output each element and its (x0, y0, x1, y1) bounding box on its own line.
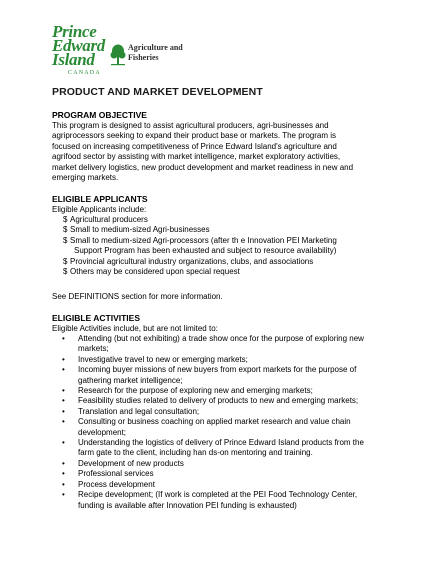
objective-line: agrifood sector by assisting with market intelligence, market exploratory activities, (52, 152, 341, 162)
objective-paragraph (52, 121, 392, 183)
pei-logo (52, 24, 127, 79)
activities-heading: ELIGIBLE ACTIVITIES (52, 313, 140, 323)
activity-item-text: Attending (but not exhibiting) a trade show once for the purpose of exploring new (78, 334, 364, 343)
applicant-item-text: Small to medium-sized Agri-businesses (70, 225, 210, 235)
applicant-item (63, 267, 337, 277)
activities-intro: Eligible Activities include, but are not limited to: (52, 324, 218, 333)
bullet-icon: • (62, 490, 65, 500)
objective-line: This program is designed to assist agricultural producers, agri-businesses and (52, 121, 329, 130)
activity-item-text: Development of new products (78, 458, 184, 468)
applicants-heading: ELIGIBLE APPLICANTS (52, 194, 148, 204)
dollar-bullet: $ (63, 215, 68, 224)
applicants-intro: Eligible Applicants include: (52, 205, 147, 214)
applicant-item (63, 236, 337, 246)
dollar-bullet: $ (63, 256, 68, 266)
logo-text-line-2: Edward (52, 36, 105, 55)
bullet-icon: • (62, 334, 65, 343)
activity-item-text: Consulting or business coaching on applied market research and value chain (78, 417, 351, 427)
logo-text-line-1: Prince (52, 22, 97, 41)
page-title: PRODUCT AND MARKET DEVELOPMENT (52, 86, 263, 98)
activity-item (62, 480, 364, 490)
bullet-icon: • (62, 469, 65, 479)
activity-item-text: Research for the purpose of exploring new and emerging markets; (78, 386, 313, 396)
bullet-icon: • (62, 458, 65, 468)
department-line-1: Agriculture and (128, 43, 183, 52)
activity-item (62, 469, 364, 479)
activity-item (62, 355, 364, 365)
applicant-item-text: Support Program has been exhausted and subject to resource availability) (74, 246, 337, 256)
applicant-item (63, 225, 337, 235)
activity-item-text: Recipe development; (If work is completed at the PEI Food Technology Center, (78, 490, 358, 500)
objective-line: market delivery logistics, new product development and market readiness in new and (52, 162, 354, 172)
objective-line: agriprocessors seeking to expand their product base or markets. The program is (52, 131, 336, 141)
dollar-bullet: $ (63, 267, 68, 277)
applicant-item (63, 257, 337, 267)
activity-item (62, 396, 364, 406)
activity-item (62, 365, 364, 386)
activity-item (62, 386, 364, 396)
department-line-2: Fisheries (128, 53, 159, 62)
activity-item-text: Professional services (78, 469, 154, 479)
activity-item (62, 334, 364, 355)
department-name (128, 43, 208, 63)
objective-line: focused on increasing competitiveness of Prince Edward Island's agriculture and (52, 141, 337, 151)
activity-item-text: funding is available after Innovation PEI funding is exhausted) (78, 500, 297, 510)
activity-item (62, 459, 364, 469)
applicants-list (63, 215, 337, 277)
bullet-icon: • (62, 417, 65, 427)
dollar-bullet: $ (63, 225, 68, 235)
activities-list (62, 334, 364, 511)
logo-country: CANADA (68, 70, 101, 76)
bullet-icon: • (62, 354, 65, 364)
activity-item-text: Understanding the logistics of delivery of Prince Edward Island products from the (78, 438, 364, 448)
bullet-icon: • (62, 396, 65, 406)
dollar-bullet: $ (63, 235, 68, 245)
activity-item (62, 417, 364, 438)
bullet-icon: • (62, 479, 65, 489)
bullet-icon: • (62, 438, 65, 448)
objective-heading: PROGRAM OBJECTIVE (52, 110, 147, 120)
activity-item-text: Process development (78, 479, 155, 489)
activity-item (62, 407, 364, 417)
tree-icon (110, 44, 126, 66)
logo-text-line-3: Island (52, 50, 95, 69)
applicant-item-text: Others may be considered upon special request (70, 267, 240, 277)
activity-item-text: Translation and legal consultation; (78, 406, 200, 416)
applicant-item-text: Agricultural producers (70, 215, 148, 224)
applicant-item-text: Small to medium-sized Agri-processors (after th e Innovation PEI Marketing (70, 235, 337, 245)
activity-item-text: markets; (78, 344, 109, 354)
applicant-item-text: Provincial agricultural industry organizations, clubs, and associations (70, 256, 314, 266)
activity-item-text: development; (78, 427, 127, 437)
bullet-icon: • (62, 406, 65, 416)
activity-item (62, 438, 364, 459)
activity-item-text: Feasibility studies related to delivery of products to new and emerging markets; (78, 396, 359, 406)
applicant-item (63, 215, 337, 225)
objective-line: emerging markets. (52, 173, 119, 183)
definitions-note: See DEFINITIONS section for more information. (52, 292, 223, 301)
activity-item-text: farm gate to the client, including han ds-on mentoring and training. (78, 448, 313, 458)
activity-item (62, 490, 364, 511)
activity-item-text: gathering market intelligence; (78, 375, 183, 385)
applicant-item (63, 246, 337, 256)
activity-item-text: Incoming buyer missions of new buyers from export markets for the purpose of (78, 365, 357, 375)
activity-item-text: Investigative travel to new or emerging markets; (78, 354, 248, 364)
bullet-icon: • (62, 386, 65, 396)
bullet-icon: • (62, 365, 65, 375)
